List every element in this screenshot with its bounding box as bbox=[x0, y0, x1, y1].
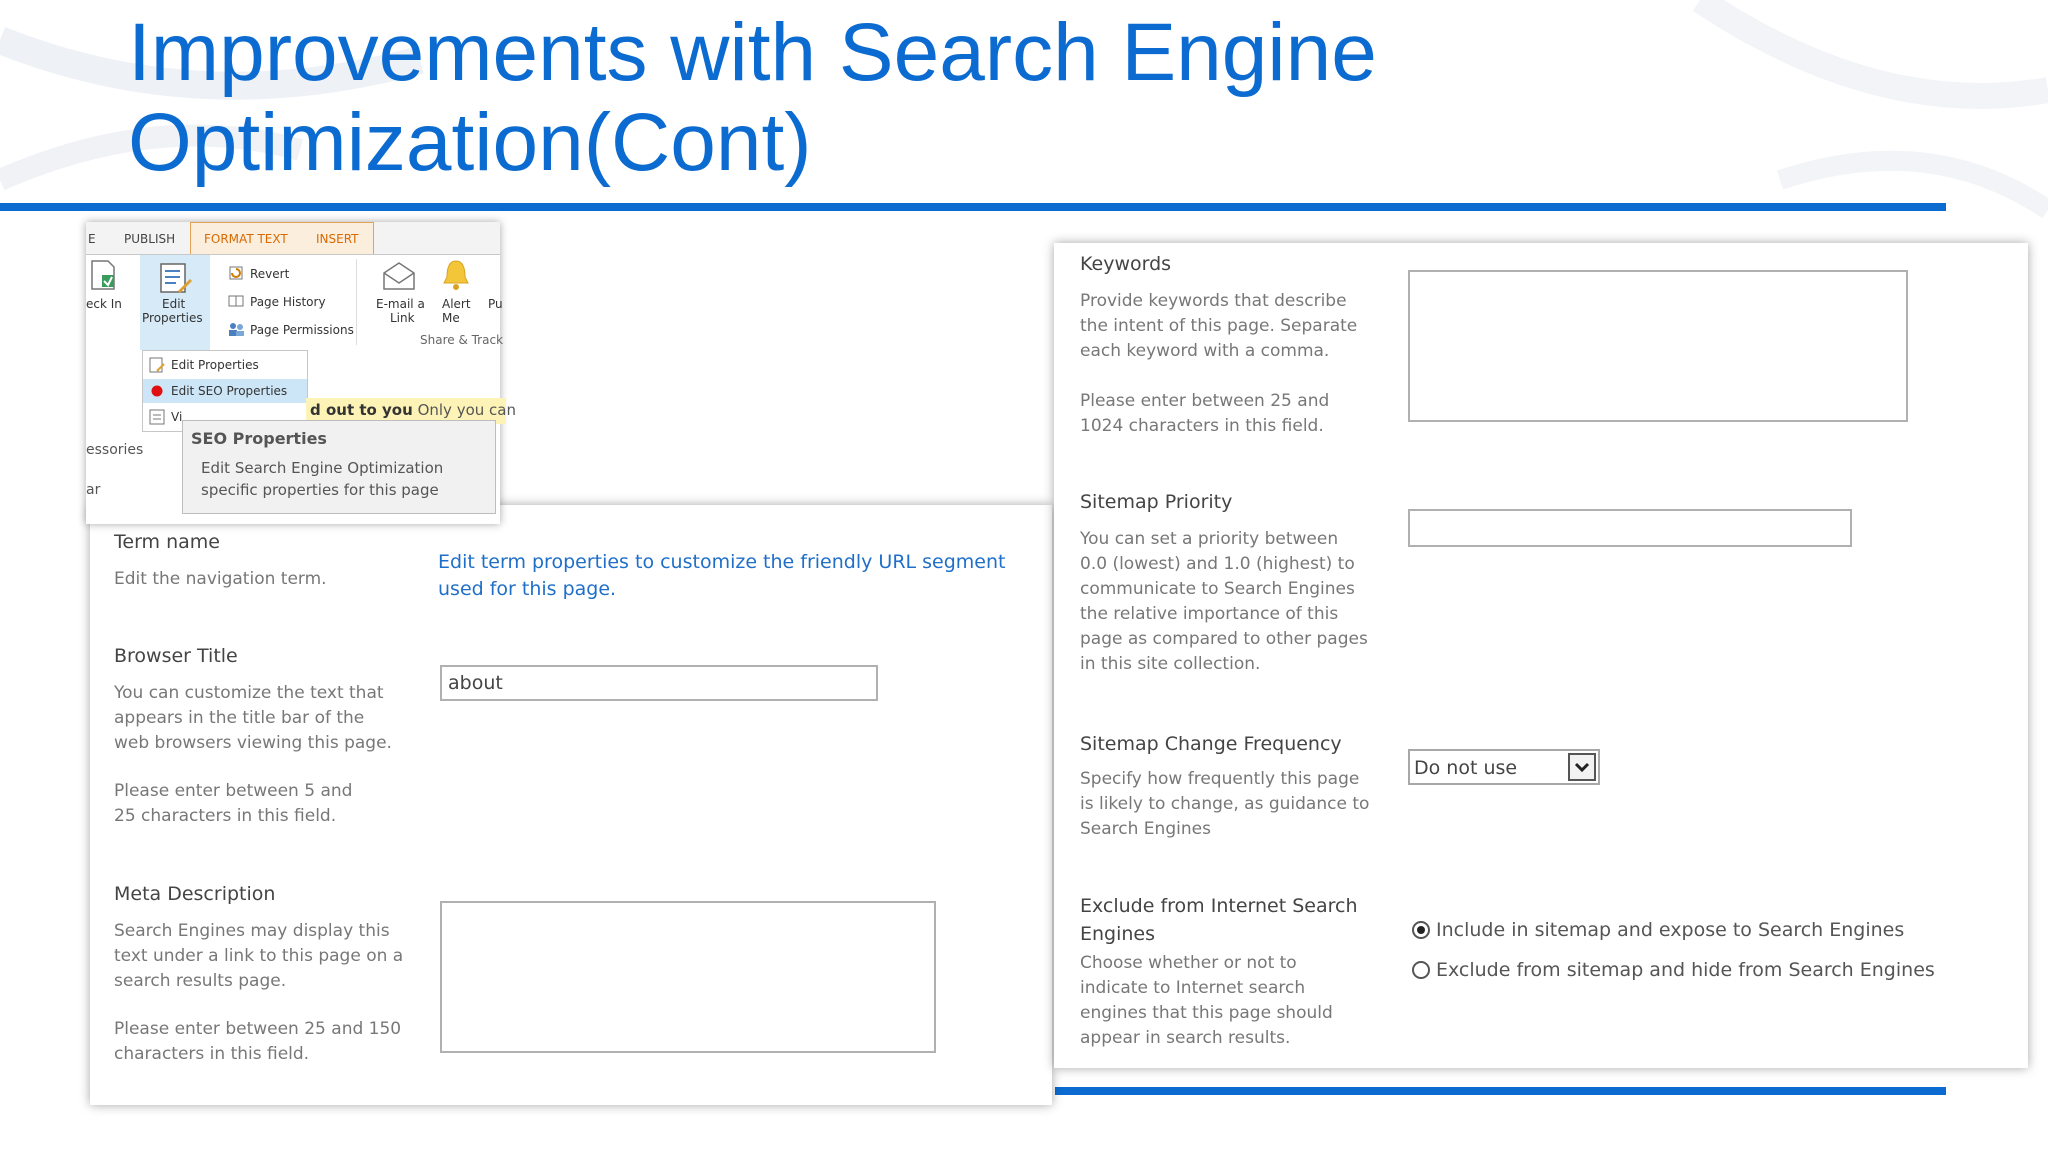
include-sitemap-radio[interactable] bbox=[1412, 919, 1904, 941]
tab-format-text[interactable]: FORMAT TEXT bbox=[204, 232, 288, 246]
keywords-hint: Please enter between 25 and 1024 characters in this field. bbox=[1080, 391, 1330, 436]
tooltip-title: SEO Properties bbox=[191, 429, 327, 448]
edit-properties-label-1: Edit bbox=[162, 297, 186, 311]
radio-unselected-icon[interactable] bbox=[1412, 961, 1430, 979]
menu-item-edit-seo-properties[interactable] bbox=[143, 379, 307, 403]
meta-description-desc: Search Engines may display this text under a link to this page on a search results page. bbox=[114, 921, 404, 991]
bell-icon[interactable] bbox=[442, 259, 470, 291]
slide-title-line-1: Improvements with Search Engine bbox=[128, 7, 1377, 98]
seo-form-right-panel bbox=[1054, 243, 2028, 1068]
slide-title bbox=[128, 8, 1377, 188]
revert-button[interactable]: Revert bbox=[250, 267, 290, 281]
ribbon-body bbox=[86, 255, 504, 350]
sitemap-priority-input[interactable] bbox=[1408, 509, 1852, 547]
edit-properties-label-2: Properties bbox=[142, 311, 203, 325]
seo-red-dot-icon bbox=[151, 385, 163, 397]
exclude-search-label-1: Exclude from Internet Search bbox=[1080, 895, 1358, 917]
browser-title-input[interactable]: about bbox=[440, 665, 878, 701]
meta-description-hint: Please enter between 25 and 150 characters in this field. bbox=[114, 1019, 402, 1064]
keywords-label: Keywords bbox=[1080, 253, 1172, 275]
keywords-desc: Provide keywords that describe the intent of this page. Separate each keyword with a comma. bbox=[1080, 291, 1358, 361]
menu-item-edit-properties-label: Edit Properties bbox=[171, 358, 259, 372]
term-name-desc: Edit the navigation term. bbox=[114, 569, 327, 589]
tab-publish[interactable]: PUBLISH bbox=[124, 232, 176, 246]
exclude-sitemap-label: Exclude from sitemap and hide from Search Engines bbox=[1436, 959, 1935, 981]
checked-out-notice-bold: d out to you Only you can bbox=[310, 401, 516, 419]
left-nav-text-2: ar bbox=[86, 482, 101, 498]
title-divider bbox=[0, 203, 1946, 211]
meta-description-label: Meta Description bbox=[114, 883, 276, 905]
keywords-textarea[interactable] bbox=[1408, 270, 1908, 422]
chevron-down-icon[interactable] bbox=[1568, 753, 1596, 781]
menu-item-edit-properties[interactable] bbox=[143, 353, 307, 377]
ribbon-tab-fragment: E bbox=[88, 232, 96, 246]
browser-title-desc: You can customize the text that appears in the title bar of the web browsers viewing this page. bbox=[114, 683, 392, 753]
slide-title-line-2: Optimization(Cont) bbox=[128, 97, 812, 188]
exclude-search-desc: Choose whether or not to indicate to Internet search engines that this page should appear in search results. bbox=[1080, 953, 1333, 1048]
check-in-label[interactable]: eck In bbox=[86, 297, 122, 311]
tab-insert[interactable]: INSERT bbox=[316, 232, 359, 246]
page-permissions-button[interactable]: Page Permissions bbox=[250, 323, 354, 337]
footer-divider bbox=[1055, 1087, 1946, 1095]
edit-properties-icon bbox=[158, 261, 192, 295]
sitemap-change-frequency-value: Do not use bbox=[1414, 757, 1518, 779]
email-label-2[interactable]: Link bbox=[390, 311, 415, 325]
ribbon-tab-bar bbox=[86, 222, 500, 255]
left-nav-text-1: essories bbox=[86, 442, 144, 458]
menu-item-edit-seo-properties-label: Edit SEO Properties bbox=[171, 384, 288, 398]
browser-title-label: Browser Title bbox=[114, 645, 238, 667]
page-history-icon bbox=[228, 293, 244, 309]
edit-properties-small-icon bbox=[149, 357, 165, 373]
sitemap-priority-label: Sitemap Priority bbox=[1080, 491, 1233, 513]
include-sitemap-label: Include in sitemap and expose to Search Engines bbox=[1436, 919, 1905, 941]
revert-icon bbox=[228, 265, 244, 281]
view-icon bbox=[149, 409, 165, 425]
page-history-button[interactable]: Page History bbox=[250, 295, 326, 309]
radio-selected-icon[interactable] bbox=[1412, 921, 1430, 939]
share-track-group-label: Share & Track bbox=[420, 333, 504, 347]
sitemap-change-frequency-desc: Specify how frequently this page is likely to change, as guidance to Search Engines bbox=[1080, 769, 1370, 839]
exclude-search-label-2: Engines bbox=[1080, 923, 1156, 945]
edit-term-properties-link[interactable]: Edit term properties to customize the friendly URL segment used for this page. bbox=[438, 551, 1006, 600]
sitemap-change-frequency-label: Sitemap Change Frequency bbox=[1080, 733, 1342, 755]
seo-form-left-panel bbox=[90, 505, 1052, 1105]
alert-label-1[interactable]: Alert bbox=[442, 297, 471, 311]
seo-properties-tooltip bbox=[182, 420, 496, 514]
browser-title-hint: Please enter between 5 and 25 characters in this field. bbox=[114, 781, 353, 826]
ribbon-screenshot bbox=[86, 222, 516, 524]
check-in-icon[interactable] bbox=[90, 259, 118, 291]
meta-description-textarea[interactable] bbox=[440, 901, 936, 1053]
email-label-1[interactable]: E-mail a bbox=[376, 297, 425, 311]
ribbon-group-divider bbox=[356, 259, 357, 345]
menu-item-view-label: Vi bbox=[171, 410, 183, 424]
alert-label-2[interactable]: Me bbox=[442, 311, 460, 325]
sitemap-priority-desc: You can set a priority between 0.0 (lowest) and 1.0 (highest) to communicate to Search Engines the relative importance of this page as compared to other pages in this site collection. bbox=[1080, 529, 1368, 674]
edit-properties-button[interactable] bbox=[140, 255, 210, 350]
tooltip-body: Edit Search Engine Optimization specific properties for this page bbox=[201, 459, 444, 499]
term-name-label: Term name bbox=[114, 531, 220, 553]
sitemap-change-frequency-select[interactable] bbox=[1408, 749, 1600, 785]
ribbon-cut-label: Pu bbox=[488, 297, 503, 311]
exclude-sitemap-radio[interactable] bbox=[1412, 959, 1935, 981]
page-permissions-icon bbox=[228, 321, 246, 337]
email-icon[interactable] bbox=[382, 261, 416, 291]
